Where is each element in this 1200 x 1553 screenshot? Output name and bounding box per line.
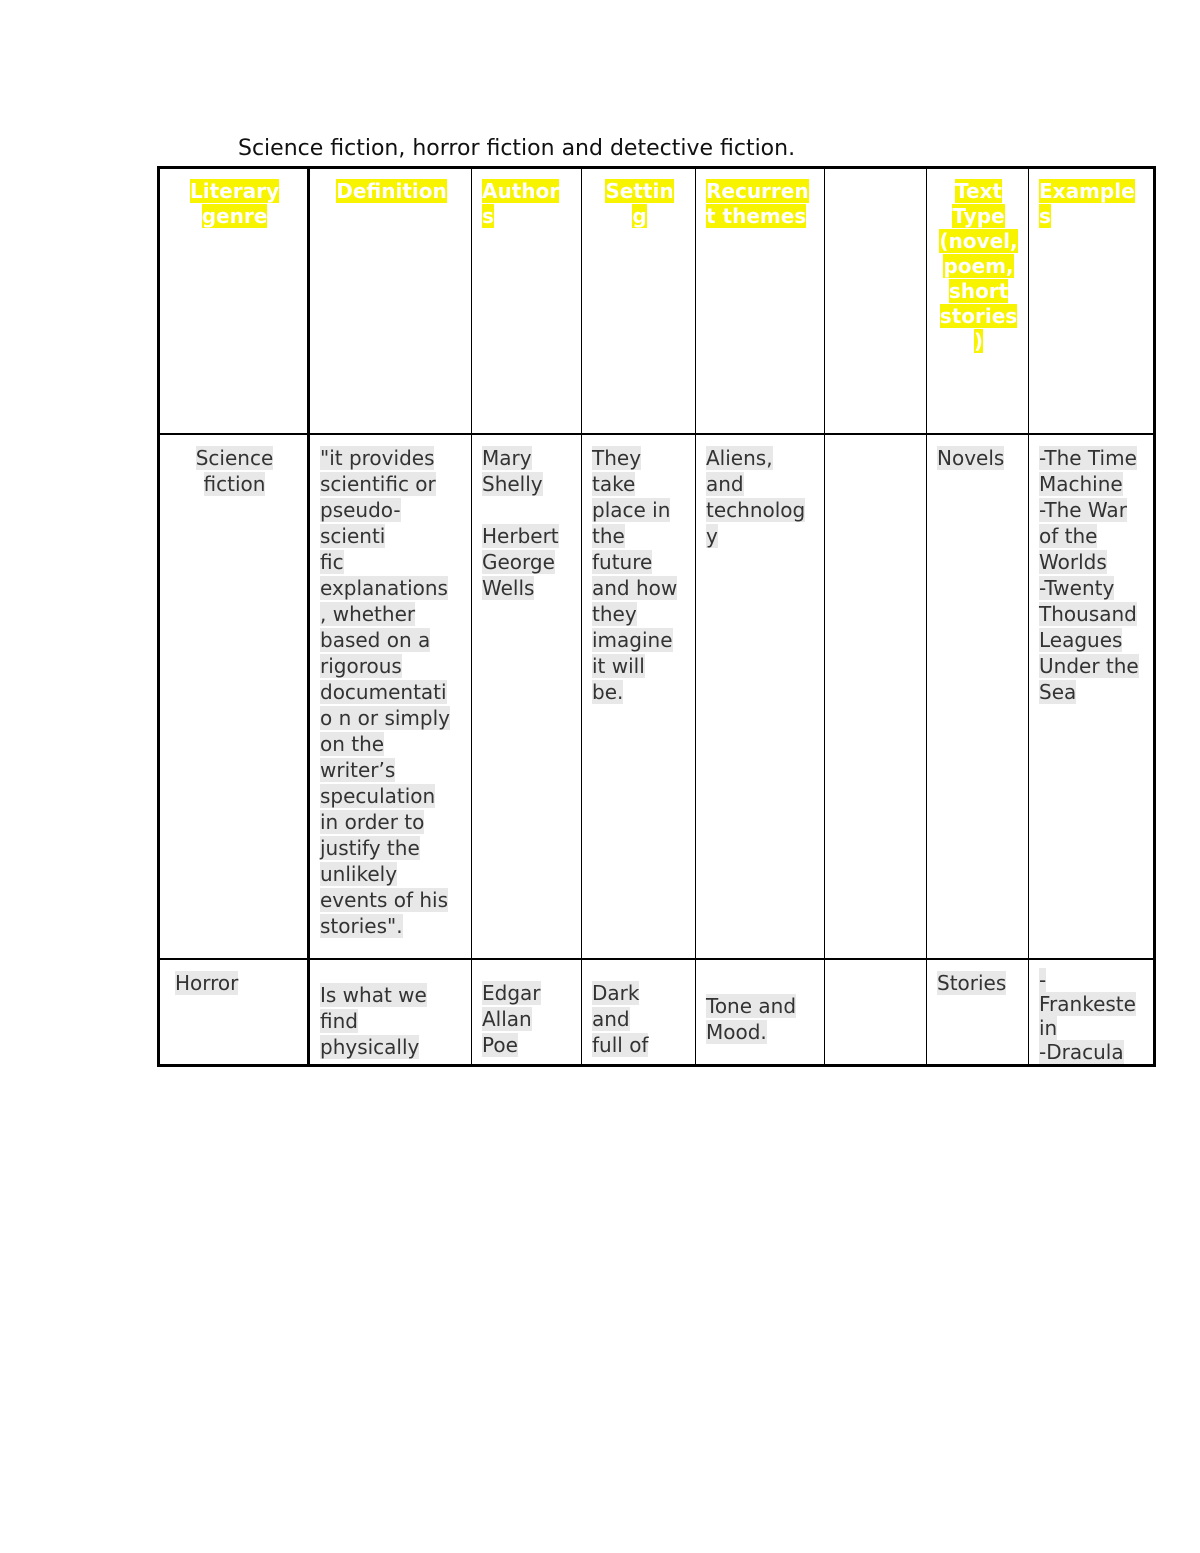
- genre-text: Horror: [175, 970, 239, 995]
- definition-text: Is what we find physically: [320, 982, 427, 1059]
- cell-blank: [825, 959, 927, 1066]
- header-examples: Example s: [1039, 179, 1135, 228]
- header-setting: Settin g: [605, 179, 674, 228]
- cell-authors: [472, 434, 582, 959]
- document-title: Science fiction, horror fiction and detective fiction.: [238, 136, 796, 161]
- themes-text: Tone and Mood.: [706, 993, 797, 1044]
- cell-examples: [1029, 959, 1155, 1066]
- cell-definition: [309, 959, 472, 1066]
- cell-themes: [696, 959, 825, 1066]
- cell-text-type: [927, 434, 1029, 959]
- cell-setting: [582, 434, 696, 959]
- text-type-text: Novels: [937, 445, 1005, 470]
- examples-text: -The Time Machine -The War of the Worlds -Twenty Thousand Leagues Under the Sea: [1039, 445, 1139, 704]
- header-row: [159, 168, 1155, 434]
- cell-blank: [825, 434, 927, 959]
- header-cell-authors: [472, 168, 582, 434]
- cell-genre: [159, 434, 309, 959]
- cell-authors: [472, 959, 582, 1066]
- header-text-type: Text Type (novel, poem, short stories ): [939, 179, 1018, 353]
- examples-text: - Frankeste in -Dracula: [1039, 967, 1136, 1064]
- themes-text: Aliens, and technolog y: [706, 445, 806, 548]
- cell-text-type: [927, 959, 1029, 1066]
- header-cell-recurrent-themes: [696, 168, 825, 434]
- authors-text: Mary Shelly Herbert George Wells: [482, 445, 559, 600]
- header-cell-text-type: [927, 168, 1029, 434]
- genre-table: [157, 166, 1156, 1067]
- cell-themes: [696, 434, 825, 959]
- text-type-text: Stories: [937, 970, 1007, 995]
- header-definition: Definition: [336, 179, 447, 203]
- definition-text: "it provides scientific or pseudo- scienti fic explanations , whether based on a rigorous documentati o n or simply on the writer’s speculation in order to justify the unlikely events of his stories".: [320, 445, 450, 938]
- cell-genre: [159, 959, 309, 1066]
- header-cell-definition: [309, 168, 472, 434]
- header-cell-blank: [825, 168, 927, 434]
- header-recurrent-themes: Recurren t themes: [706, 179, 809, 228]
- cell-examples: [1029, 434, 1155, 959]
- header-cell-setting: [582, 168, 696, 434]
- table-row: [159, 434, 1155, 959]
- setting-text: Dark and full of: [592, 980, 649, 1057]
- header-cell-examples: [1029, 168, 1155, 434]
- cell-setting: [582, 959, 696, 1066]
- header-authors: Author s: [482, 179, 560, 228]
- authors-text: Edgar Allan Poe: [482, 980, 541, 1057]
- genre-text: Science fiction: [195, 445, 274, 496]
- header-cell-literary-genre: [159, 168, 309, 434]
- cell-definition: [309, 434, 472, 959]
- table-row: [159, 959, 1155, 1066]
- header-literary-genre: Literary genre: [190, 179, 279, 228]
- setting-text: They take place in the future and how they imagine it will be.: [592, 445, 678, 704]
